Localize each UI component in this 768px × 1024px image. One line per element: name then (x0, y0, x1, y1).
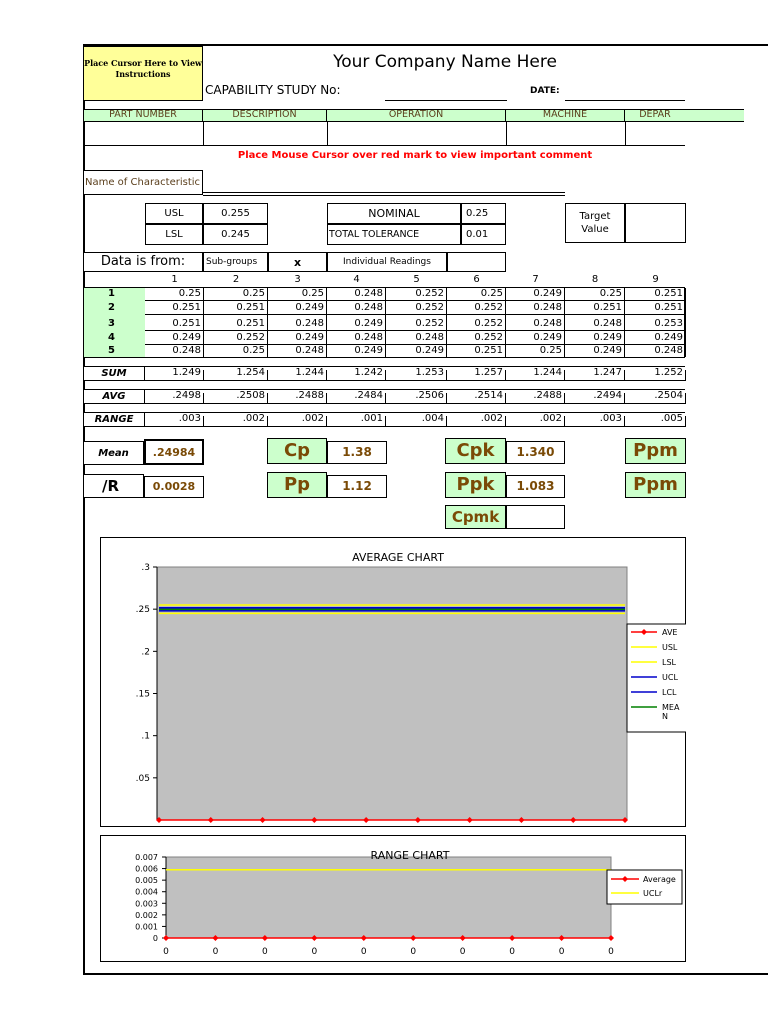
x-tick-label: 0 (360, 947, 367, 957)
reading-cell: 0.25 (539, 345, 562, 356)
nominal-value[interactable]: 0.25 (461, 203, 506, 224)
reading-cell: 0.249 (295, 302, 324, 313)
avg-cell: .2488 (533, 390, 562, 401)
pp-label: Pp (267, 472, 327, 498)
date-label: DATE: (530, 86, 560, 96)
nominal-label: NOMINAL (327, 203, 461, 224)
date-input[interactable] (565, 100, 685, 101)
part-number-header: PART NUMBER (84, 109, 203, 122)
row-rule (145, 314, 685, 315)
y-tick-label: .3 (141, 563, 150, 573)
y-tick-label: 0.001 (135, 922, 158, 932)
comment-notice: Place Mouse Cursor over red mark to view important comment (237, 150, 593, 161)
target-value-input[interactable] (625, 203, 686, 243)
sum-cell: 1.257 (474, 367, 503, 378)
cpk-value: 1.340 (506, 441, 565, 464)
reading-cell: 0.25 (242, 288, 265, 299)
column-number: 8 (591, 274, 599, 285)
x-tick-label: 0 (262, 947, 268, 957)
cpmk-label: Cpmk (445, 505, 506, 529)
column-divider (624, 288, 625, 357)
avg-cell: .2488 (295, 390, 324, 401)
r-bar-value: 0.0028 (144, 476, 204, 498)
capability-study-label: CAPABILITY STUDY No: (205, 83, 341, 97)
reading-cell: 0.248 (533, 302, 562, 313)
reading-cell: 0.251 (236, 302, 265, 313)
row-label: 1 (108, 288, 115, 299)
sum-cell: 1.244 (533, 367, 562, 378)
reading-cell: 0.249 (415, 345, 444, 356)
legend-label: AVE (662, 628, 678, 637)
sum-cell: 1.247 (593, 367, 622, 378)
reading-cell: 0.25 (599, 288, 622, 299)
reading-cell: 0.248 (654, 345, 683, 356)
reading-cell: 0.251 (474, 345, 503, 356)
ppm-label-2: Ppm (625, 472, 686, 498)
sum-cell: 1.244 (295, 367, 324, 378)
reading-cell: 0.249 (354, 345, 383, 356)
cpmk-value (506, 505, 565, 529)
reading-cell: 0.248 (295, 345, 324, 356)
column-number: 2 (232, 274, 240, 285)
avg-cell: .2498 (172, 390, 201, 401)
x-tick-label: 0 (608, 947, 614, 957)
reading-cell: 0.248 (354, 288, 383, 299)
y-tick-label: 0.003 (135, 899, 158, 909)
row-rule (145, 357, 685, 358)
total-tolerance-label: TOTAL TOLERANCE (327, 224, 461, 245)
column-divider (385, 393, 386, 404)
total-tolerance-value[interactable]: 0.01 (461, 224, 506, 245)
range-cell: .004 (421, 413, 444, 424)
reading-cell: 0.253 (654, 318, 683, 329)
mean-value: .24984 (144, 439, 204, 465)
operation-header: OPERATION (327, 109, 506, 122)
column-divider (624, 416, 625, 427)
cp-label: Cp (267, 438, 327, 464)
ppk-value: 1.083 (506, 475, 565, 498)
y-tick-label: 0 (152, 934, 158, 943)
reading-cell: 0.248 (533, 318, 562, 329)
reading-cell: 0.252 (415, 318, 444, 329)
column-divider (203, 370, 204, 381)
range-chart (100, 835, 686, 962)
reading-cell: 0.248 (354, 332, 383, 343)
reading-cell: 0.251 (172, 302, 201, 313)
y-tick-label: 0.005 (135, 876, 158, 886)
cpk-label: Cpk (445, 438, 506, 464)
y-tick-label: .1 (141, 731, 150, 742)
column-divider (624, 393, 625, 404)
x-tick-label: 0 (509, 947, 515, 957)
chart-title: AVERAGE CHART (352, 551, 444, 564)
x-tick-label: 0 (558, 947, 565, 957)
row-label: 4 (108, 332, 115, 343)
ppm-label-1: Ppm (625, 438, 686, 464)
row-label: 5 (108, 345, 115, 356)
reading-cell: 0.252 (415, 302, 444, 313)
legend-label: LCL (662, 688, 677, 697)
chart-title: RANGE CHART (370, 849, 450, 862)
column-divider (203, 416, 204, 427)
legend-label-wrap: N (662, 712, 668, 721)
avg-label: AVG (84, 389, 145, 404)
x-tick-label: 0 (163, 947, 169, 957)
description-header: DESCRIPTION (203, 109, 327, 122)
ppk-label: Ppk (445, 472, 506, 498)
reading-cell: 0.25 (301, 288, 324, 299)
legend-label: UCLr (643, 889, 663, 898)
instructions-box[interactable]: Place Cursor Here to View Instructions (83, 46, 203, 101)
row-rule (145, 300, 685, 301)
legend-label: MEA (662, 703, 680, 712)
x-tick-label: 0 (212, 947, 219, 957)
reading-cell: 0.252 (474, 302, 503, 313)
range-cell: .001 (360, 413, 383, 424)
column-divider (385, 370, 386, 381)
range-cell: .002 (242, 413, 265, 424)
reading-cell: 0.249 (354, 318, 383, 329)
characteristic-label: Name of Characteristic (84, 170, 203, 195)
reading-cell: 0.249 (172, 332, 201, 343)
sum-cell: 1.254 (236, 367, 265, 378)
range-cell: .002 (301, 413, 324, 424)
reading-cell: 0.251 (236, 318, 265, 329)
range-cell: .002 (539, 413, 562, 424)
average-chart (100, 537, 686, 827)
column-number: 3 (294, 274, 301, 285)
reading-cell: 0.248 (415, 332, 444, 343)
row-label: 2 (108, 302, 115, 313)
column-divider (685, 416, 686, 427)
reading-cell: 0.25 (242, 345, 265, 356)
column-divider (385, 288, 386, 357)
range-label: RANGE (84, 412, 145, 427)
lsl-label: LSL (145, 224, 203, 245)
x-tick-label: 0 (459, 947, 466, 957)
sum-label: SUM (84, 366, 145, 381)
avg-cell: .2508 (236, 390, 265, 401)
legend-label: USL (662, 643, 678, 652)
reading-cell: 0.249 (593, 332, 622, 343)
column-divider (685, 288, 686, 357)
reading-cell: 0.252 (474, 318, 503, 329)
legend-label: Average (643, 875, 676, 884)
reading-cell: 0.248 (354, 302, 383, 313)
usl-value[interactable]: 0.255 (203, 203, 268, 224)
r-bar-label: /R (84, 474, 144, 498)
reading-cell: 0.252 (474, 332, 503, 343)
reading-cell: 0.252 (415, 288, 444, 299)
reading-cell: 0.249 (295, 332, 324, 343)
department-header: DEPAR (639, 109, 671, 120)
legend-label: UCL (662, 673, 678, 682)
sum-cell: 1.249 (172, 367, 201, 378)
reading-cell: 0.248 (295, 318, 324, 329)
legend-label: LSL (662, 658, 676, 667)
column-divider (685, 370, 686, 381)
column-divider (203, 393, 204, 404)
column-number: 9 (652, 274, 659, 285)
reading-cell: 0.249 (593, 345, 622, 356)
column-divider (685, 393, 686, 404)
column-divider (203, 288, 204, 357)
column-number: 1 (171, 274, 178, 285)
sum-cell: 1.253 (415, 367, 444, 378)
company-name: Your Company Name Here (333, 52, 557, 72)
capability-study-input[interactable] (385, 100, 507, 101)
range-cell: .005 (660, 413, 683, 424)
avg-cell: .2506 (415, 390, 444, 401)
reading-cell: 0.251 (654, 302, 683, 313)
row-label: 3 (108, 318, 115, 329)
machine-header: MACHINE (506, 109, 625, 122)
x-tick-label: 0 (311, 947, 318, 957)
column-number: 4 (353, 274, 360, 285)
reading-cell: 0.248 (172, 345, 201, 356)
data-source-label: Data is from: (84, 252, 203, 272)
reading-cell: 0.25 (480, 288, 503, 299)
range-cell: .002 (480, 413, 503, 424)
reading-cell: 0.251 (654, 288, 683, 299)
subgroups-option[interactable]: Sub-groups (203, 252, 268, 272)
y-tick-label: .2 (141, 647, 150, 658)
avg-cell: .2504 (654, 390, 683, 401)
y-tick-label: 0.002 (135, 910, 158, 920)
column-divider (624, 370, 625, 381)
reading-cell: 0.249 (654, 332, 683, 343)
reading-cell: 0.25 (178, 288, 201, 299)
reading-cell: 0.251 (593, 302, 622, 313)
usl-label: USL (145, 203, 203, 224)
y-tick-label: .15 (135, 689, 150, 700)
reading-cell: 0.251 (172, 318, 201, 329)
individual-readings-mark[interactable] (447, 252, 506, 272)
cp-value: 1.38 (327, 441, 387, 464)
column-number: 7 (532, 274, 539, 285)
row-rule (145, 330, 685, 331)
avg-cell: .2494 (593, 390, 622, 401)
individual-readings-option[interactable]: Individual Readings (327, 252, 447, 272)
column-number: 5 (413, 274, 420, 285)
y-tick-label: .25 (135, 605, 150, 616)
y-tick-label: 0.004 (135, 887, 158, 897)
avg-cell: .2484 (354, 390, 383, 401)
reading-cell: 0.249 (533, 332, 562, 343)
lsl-value[interactable]: 0.245 (203, 224, 268, 245)
pp-value: 1.12 (327, 475, 387, 498)
y-tick-label: 0.007 (135, 853, 158, 862)
y-tick-label: .05 (135, 773, 150, 784)
column-divider (385, 416, 386, 427)
subgroups-mark[interactable]: x (268, 252, 327, 272)
avg-cell: .2514 (474, 390, 503, 401)
reading-cell: 0.249 (533, 288, 562, 299)
y-tick-label: 0.006 (135, 864, 158, 874)
target-value-label: Target Value (565, 203, 625, 243)
range-cell: .003 (599, 413, 622, 424)
sum-cell: 1.252 (654, 367, 683, 378)
x-tick-label: 0 (410, 947, 417, 957)
range-cell: .003 (178, 413, 201, 424)
column-number: 6 (473, 274, 480, 285)
characteristic-input[interactable] (203, 192, 565, 193)
mean-label: Mean (84, 441, 144, 465)
sum-cell: 1.242 (354, 367, 383, 378)
reading-cell: 0.252 (236, 332, 265, 343)
reading-cell: 0.248 (593, 318, 622, 329)
